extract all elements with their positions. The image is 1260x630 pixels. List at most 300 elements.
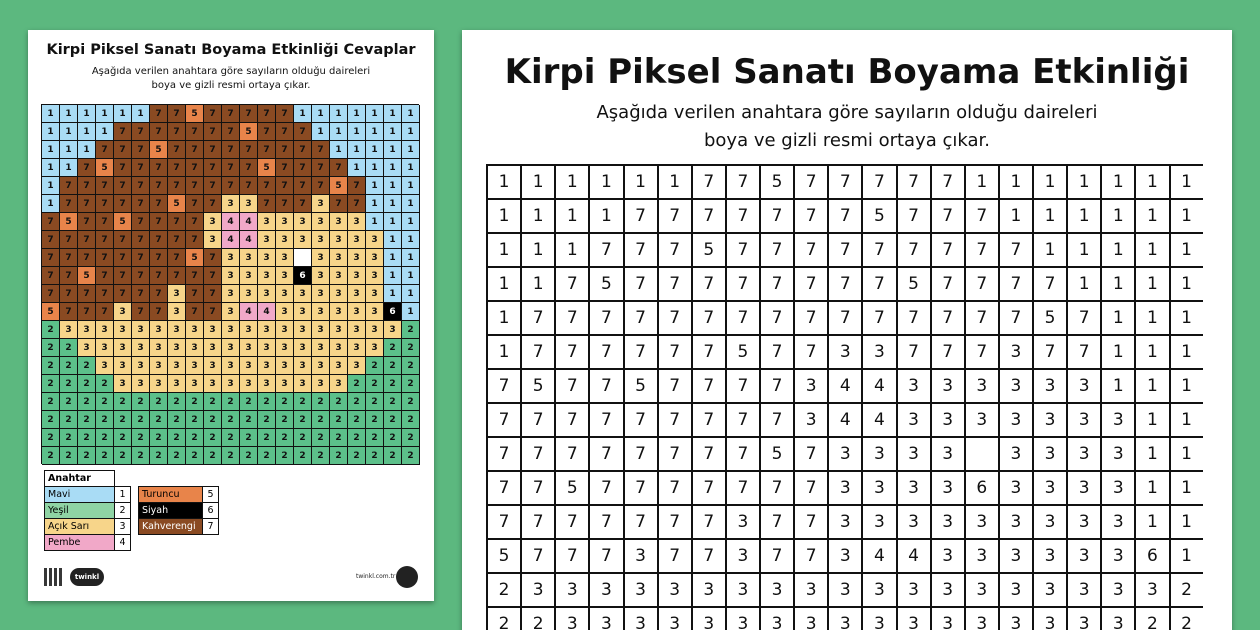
activity-title: Kirpi Piksel Sanatı Boyama Etkinliği: [504, 52, 1190, 92]
answer-cell: 3: [258, 339, 276, 357]
number-cell: 5: [488, 540, 522, 574]
answer-cell: 7: [276, 141, 294, 159]
answer-cell: 4: [240, 231, 258, 249]
answer-cell: 3: [348, 321, 366, 339]
answer-cell: 2: [186, 393, 204, 411]
answer-cell: 7: [78, 195, 96, 213]
answer-cell: 7: [330, 195, 348, 213]
answer-cell: 1: [96, 105, 114, 123]
answer-cell: 3: [78, 339, 96, 357]
answer-cell: 7: [60, 231, 78, 249]
answer-cell: 2: [150, 411, 168, 429]
answer-cell: 2: [150, 429, 168, 447]
number-cell: 3: [932, 472, 966, 506]
answer-cell: 1: [42, 177, 60, 195]
answer-cell: 3: [330, 285, 348, 303]
answer-cell: 1: [348, 123, 366, 141]
key-color-label: Kahverengi: [139, 519, 203, 535]
answer-cell: 3: [114, 375, 132, 393]
answer-cell: 1: [114, 105, 132, 123]
answer-cell: 2: [240, 411, 258, 429]
number-cell: 1: [1171, 472, 1204, 506]
answer-cell: 7: [312, 177, 330, 195]
footer-url: twinkl.com.tr: [356, 573, 396, 580]
answer-cell: 1: [78, 123, 96, 141]
number-cell: 7: [761, 404, 795, 438]
answer-cell: 7: [204, 177, 222, 195]
number-cell: 6: [966, 472, 1000, 506]
answer-cell: 7: [114, 159, 132, 177]
answer-cell: 3: [258, 249, 276, 267]
number-cell: 1: [590, 166, 624, 200]
answer-cell: 7: [60, 267, 78, 285]
number-cell: 2: [1136, 608, 1170, 630]
answer-cell: 3: [276, 303, 294, 321]
number-cell: 1: [1171, 234, 1204, 268]
answer-cell: 3: [168, 375, 186, 393]
answer-cell: 1: [384, 159, 402, 177]
answer-cell: 3: [96, 339, 114, 357]
number-cell: 7: [727, 302, 761, 336]
answer-cell: 3: [312, 375, 330, 393]
answer-cell: 2: [384, 411, 402, 429]
answer-cell: 7: [258, 177, 276, 195]
answer-cell: 2: [222, 411, 240, 429]
answer-cell: 7: [294, 195, 312, 213]
number-cell: 7: [863, 302, 897, 336]
qr-code-icon: [44, 568, 62, 586]
answer-cell: 1: [384, 213, 402, 231]
activity-subtitle-2: boya ve gizli resmi ortaya çıkar.: [703, 130, 990, 151]
answer-cell: 2: [402, 411, 420, 429]
answer-cell: 2: [60, 339, 78, 357]
answer-cell: 5: [168, 195, 186, 213]
answer-cell: 2: [168, 429, 186, 447]
key-color-number: 4: [115, 535, 131, 551]
answer-cell: 3: [384, 321, 402, 339]
number-cell: 7: [727, 370, 761, 404]
answer-cell: 2: [60, 393, 78, 411]
number-cell: 7: [932, 166, 966, 200]
answer-cell: 7: [96, 177, 114, 195]
number-cell: 1: [522, 200, 556, 234]
answer-cell: 2: [222, 393, 240, 411]
number-cell: 3: [1068, 438, 1102, 472]
answer-cell: 1: [294, 105, 312, 123]
number-cell: 3: [556, 608, 590, 630]
number-cell: 5: [1034, 302, 1068, 336]
answer-cell: 7: [150, 303, 168, 321]
answer-cell: 7: [222, 177, 240, 195]
key-color-number: 2: [115, 503, 131, 519]
answer-cell: 3: [294, 321, 312, 339]
number-cell: 3: [898, 506, 932, 540]
answer-cell: 3: [294, 303, 312, 321]
number-cell: 3: [522, 574, 556, 608]
answer-cell: 2: [96, 429, 114, 447]
answer-cell: 7: [258, 195, 276, 213]
number-cell: 3: [727, 608, 761, 630]
answer-cell: 1: [402, 213, 420, 231]
answer-cell: 2: [402, 393, 420, 411]
answer-cell: 7: [78, 231, 96, 249]
number-cell: 7: [932, 234, 966, 268]
number-cell: 7: [761, 540, 795, 574]
answer-cell: 7: [150, 231, 168, 249]
answer-cell: 4: [222, 231, 240, 249]
answer-cell: 3: [276, 249, 294, 267]
number-cell: 3: [1034, 472, 1068, 506]
number-cell: 5: [556, 472, 590, 506]
answer-cell: 2: [96, 411, 114, 429]
answer-cell: 7: [222, 159, 240, 177]
number-cell: 1: [522, 166, 556, 200]
number-cell: 7: [659, 268, 693, 302]
answer-cell: 7: [42, 231, 60, 249]
number-cell: 3: [932, 574, 966, 608]
answer-cell: 2: [78, 357, 96, 375]
answer-cell: 1: [384, 105, 402, 123]
answer-cell: 1: [366, 141, 384, 159]
answer-cell: 3: [330, 213, 348, 231]
number-cell: 7: [488, 506, 522, 540]
key-color-number: 1: [115, 487, 131, 503]
answer-cell: 7: [114, 123, 132, 141]
number-cell: 1: [1000, 166, 1034, 200]
number-cell: 7: [693, 472, 727, 506]
answer-cell: 3: [222, 285, 240, 303]
answer-cell: 3: [132, 375, 150, 393]
number-cell: 5: [590, 268, 624, 302]
number-cell: 7: [898, 166, 932, 200]
answer-cell: 1: [402, 123, 420, 141]
answer-cell: 2: [294, 429, 312, 447]
answer-cell: 1: [402, 159, 420, 177]
number-cell: 7: [1034, 336, 1068, 370]
number-cell: 7: [727, 268, 761, 302]
number-cell: 7: [488, 370, 522, 404]
answer-cell: 3: [240, 375, 258, 393]
answer-cell: 2: [384, 357, 402, 375]
answer-cell: 3: [330, 375, 348, 393]
answer-cell: 3: [276, 213, 294, 231]
number-cell: 1: [1136, 166, 1170, 200]
answer-cell: 1: [402, 249, 420, 267]
answer-cell: 2: [330, 411, 348, 429]
answer-cell: 2: [60, 375, 78, 393]
key-color-number: 6: [203, 503, 219, 519]
answer-cell: 7: [186, 159, 204, 177]
answer-cell: 7: [78, 285, 96, 303]
number-cell: 3: [1102, 540, 1136, 574]
answer-cell: 2: [114, 447, 132, 465]
answer-cell: 3: [330, 231, 348, 249]
number-cell: 1: [522, 268, 556, 302]
number-cell: 7: [659, 404, 693, 438]
number-cell: 3: [625, 608, 659, 630]
answer-cell: 3: [330, 357, 348, 375]
answer-cell: 2: [402, 339, 420, 357]
answer-cell: 7: [168, 231, 186, 249]
answer-cell: 3: [330, 249, 348, 267]
answer-cell: 7: [132, 285, 150, 303]
answer-cell: 3: [312, 357, 330, 375]
answer-cell: 1: [366, 213, 384, 231]
number-cell: 3: [727, 540, 761, 574]
number-cell: 7: [556, 404, 590, 438]
answer-cell: 7: [168, 159, 186, 177]
number-cell: 4: [863, 370, 897, 404]
answer-cell: 2: [204, 429, 222, 447]
answer-cell: 2: [258, 447, 276, 465]
number-cell: 7: [1000, 268, 1034, 302]
answer-cell: 1: [132, 105, 150, 123]
number-cell: 7: [522, 336, 556, 370]
answer-cell: 3: [258, 231, 276, 249]
number-cell: 3: [1102, 574, 1136, 608]
number-cell: 7: [556, 506, 590, 540]
answer-cell: 7: [150, 105, 168, 123]
answer-sheet: [28, 30, 434, 601]
answer-cell: 7: [348, 195, 366, 213]
answer-cell: 3: [204, 321, 222, 339]
number-cell: 3: [966, 404, 1000, 438]
answer-cell: 3: [294, 213, 312, 231]
number-cell: 3: [795, 574, 829, 608]
number-cell: 7: [727, 200, 761, 234]
number-cell: 1: [1068, 234, 1102, 268]
answer-cell: 3: [312, 195, 330, 213]
number-cell: 1: [1102, 370, 1136, 404]
answer-cell: 5: [186, 105, 204, 123]
answer-cell: 3: [276, 375, 294, 393]
number-cell: 3: [625, 540, 659, 574]
answer-cell: 2: [78, 393, 96, 411]
number-cell: 3: [1000, 540, 1034, 574]
number-cell: 1: [590, 200, 624, 234]
number-cell: 7: [522, 438, 556, 472]
number-cell: 1: [488, 336, 522, 370]
answer-cell: 3: [186, 321, 204, 339]
answer-cell: 3: [186, 357, 204, 375]
answer-cell: 2: [204, 393, 222, 411]
answer-cell: 3: [258, 285, 276, 303]
number-cell: 7: [761, 302, 795, 336]
number-cell: 1: [1171, 302, 1204, 336]
answer-cell: 3: [150, 375, 168, 393]
answer-cell: 3: [348, 357, 366, 375]
answer-cell: 3: [96, 321, 114, 339]
number-cell: [966, 438, 1000, 472]
answer-cell: 7: [114, 141, 132, 159]
answer-cell: 3: [312, 285, 330, 303]
answer-cell: 3: [186, 339, 204, 357]
answer-cell: 3: [114, 357, 132, 375]
answer-cell: 3: [366, 285, 384, 303]
number-cell: 1: [1136, 200, 1170, 234]
answer-cell: 2: [204, 411, 222, 429]
number-cell: 7: [932, 200, 966, 234]
answer-cell: 5: [96, 159, 114, 177]
answer-cell: 1: [384, 195, 402, 213]
number-cell: 7: [898, 336, 932, 370]
answer-cell: 5: [258, 159, 276, 177]
number-cell: 3: [1000, 404, 1034, 438]
answer-cell: 2: [78, 429, 96, 447]
key-color-number: 3: [115, 519, 131, 535]
number-cell: 1: [1136, 404, 1170, 438]
number-cell: 7: [556, 540, 590, 574]
answer-cell: 1: [402, 231, 420, 249]
answer-cell: 2: [240, 429, 258, 447]
number-cell: 7: [795, 472, 829, 506]
answer-cell: 2: [240, 447, 258, 465]
answer-cell: 7: [150, 177, 168, 195]
answer-cell: 3: [222, 357, 240, 375]
number-cell: 3: [932, 506, 966, 540]
answer-cell: 3: [348, 213, 366, 231]
number-cell: 7: [522, 506, 556, 540]
answer-cell: 3: [186, 375, 204, 393]
answer-cell: 7: [60, 177, 78, 195]
answer-cell: 7: [132, 141, 150, 159]
number-cell: 5: [693, 234, 727, 268]
answer-cell: 1: [42, 123, 60, 141]
answer-cell: 7: [276, 159, 294, 177]
number-cell: 3: [1034, 608, 1068, 630]
number-cell: 7: [898, 200, 932, 234]
answer-cell: 2: [402, 375, 420, 393]
answer-cell: 3: [312, 249, 330, 267]
answer-cell: 3: [312, 303, 330, 321]
answer-cell: 7: [204, 105, 222, 123]
answer-cell: 2: [222, 429, 240, 447]
number-cell: 1: [1136, 268, 1170, 302]
number-cell: 2: [1171, 574, 1204, 608]
number-cell: 1: [1171, 268, 1204, 302]
answer-cell: 2: [294, 393, 312, 411]
answer-cell: 7: [186, 177, 204, 195]
number-cell: 1: [1171, 506, 1204, 540]
number-cell: 7: [693, 268, 727, 302]
answer-cell: 7: [168, 105, 186, 123]
answer-cell: 2: [42, 375, 60, 393]
number-cell: 1: [1171, 540, 1204, 574]
answer-cell: 2: [132, 411, 150, 429]
number-cell: 4: [863, 404, 897, 438]
answer-cell: 3: [114, 321, 132, 339]
answer-cell: 3: [240, 195, 258, 213]
number-cell: 3: [829, 438, 863, 472]
number-cell: 3: [1068, 370, 1102, 404]
number-cell: 7: [863, 166, 897, 200]
answer-cell: 3: [222, 375, 240, 393]
number-cell: 7: [761, 370, 795, 404]
answer-cell: 2: [132, 447, 150, 465]
answer-cell: 1: [384, 123, 402, 141]
number-cell: 1: [556, 200, 590, 234]
answer-cell: 7: [204, 123, 222, 141]
number-cell: 7: [761, 336, 795, 370]
answer-cell: 3: [132, 357, 150, 375]
answer-cell: 3: [330, 339, 348, 357]
answer-cell: 3: [312, 231, 330, 249]
answer-cell: 3: [150, 357, 168, 375]
answer-cell: 2: [168, 411, 186, 429]
number-cell: 5: [625, 370, 659, 404]
number-cell: 1: [556, 166, 590, 200]
number-cell: 1: [1136, 370, 1170, 404]
answer-cell: 1: [312, 105, 330, 123]
answer-cell: 2: [258, 411, 276, 429]
answer-cell: 7: [186, 285, 204, 303]
answer-cell: 3: [366, 321, 384, 339]
answer-cell: 2: [366, 411, 384, 429]
number-cell: 3: [1034, 404, 1068, 438]
number-cell: 7: [966, 336, 1000, 370]
answer-cell: 3: [258, 267, 276, 285]
answer-cell: 3: [312, 267, 330, 285]
answer-cell: 7: [132, 249, 150, 267]
answer-cell: 7: [186, 303, 204, 321]
number-cell: 1: [1171, 200, 1204, 234]
answer-cell: 3: [168, 339, 186, 357]
number-cell: 3: [898, 472, 932, 506]
number-cell: 3: [727, 506, 761, 540]
answer-cell: 3: [114, 339, 132, 357]
number-cell: 7: [590, 234, 624, 268]
answer-cell: 1: [348, 141, 366, 159]
answer-cell: 2: [366, 447, 384, 465]
answer-cell: 2: [402, 429, 420, 447]
number-cell: 7: [625, 472, 659, 506]
answer-cell: 3: [366, 267, 384, 285]
answer-cell: 3: [222, 267, 240, 285]
activity-sheet: [462, 30, 1232, 630]
answer-cell: 3: [348, 231, 366, 249]
answer-cell: 3: [276, 231, 294, 249]
number-cell: 7: [727, 166, 761, 200]
number-cell: 7: [829, 302, 863, 336]
number-cell: 3: [932, 370, 966, 404]
number-cell: 7: [795, 234, 829, 268]
answer-cell: 2: [78, 411, 96, 429]
answer-cell: 3: [258, 213, 276, 231]
answer-cell: 3: [240, 249, 258, 267]
answer-cell: 7: [96, 249, 114, 267]
answer-cell: 7: [276, 195, 294, 213]
number-cell: 1: [1171, 438, 1204, 472]
number-cell: 3: [1034, 574, 1068, 608]
number-cell: 3: [966, 540, 1000, 574]
answer-cell: 3: [312, 339, 330, 357]
answer-cell: 2: [114, 429, 132, 447]
answer-cell: 1: [348, 159, 366, 177]
number-cell: 7: [659, 302, 693, 336]
number-cell: 7: [590, 472, 624, 506]
number-cell: 7: [693, 166, 727, 200]
answer-cell: 7: [96, 303, 114, 321]
answer-cell: 2: [384, 339, 402, 357]
answer-cell: 3: [150, 339, 168, 357]
number-cell: 3: [1000, 608, 1034, 630]
answer-cell: 3: [204, 213, 222, 231]
number-cell: 3: [863, 336, 897, 370]
answer-cell: 7: [240, 141, 258, 159]
answer-cell: 3: [258, 321, 276, 339]
answer-cell: 3: [348, 303, 366, 321]
number-cell: 7: [693, 200, 727, 234]
